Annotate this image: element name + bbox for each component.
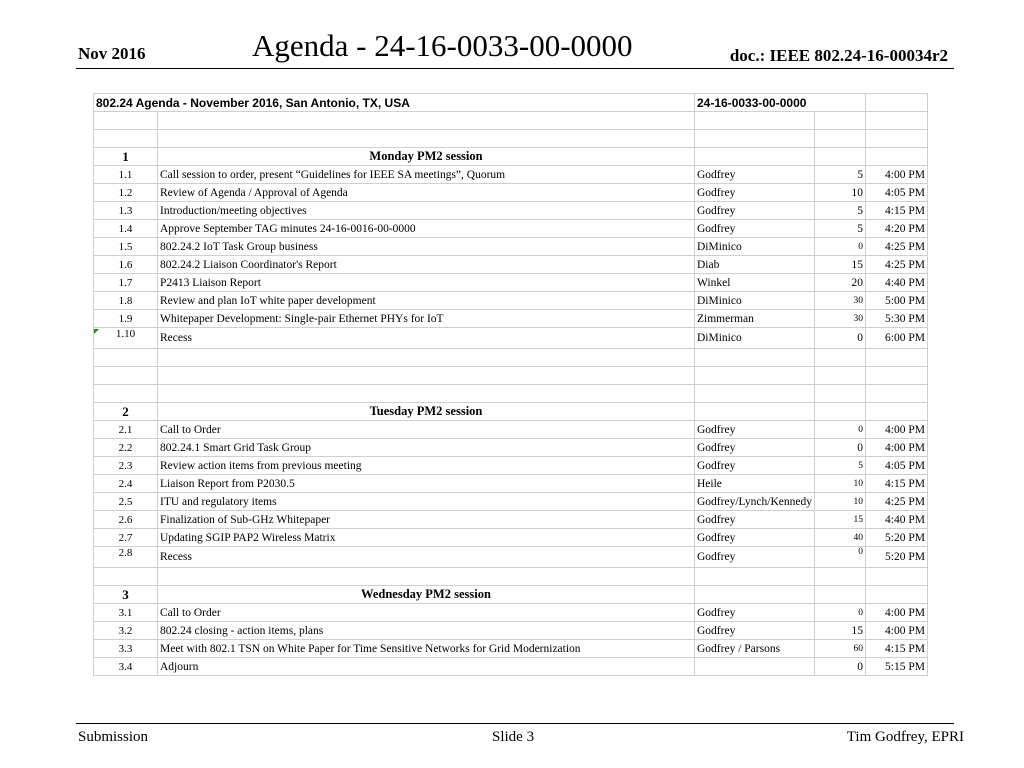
empty-cell <box>814 112 865 130</box>
agenda-item-row <box>94 604 928 622</box>
empty-cell <box>695 403 815 421</box>
item-start-time: 4:25 PM <box>865 256 927 274</box>
item-presenter: Godfrey / Parsons <box>695 640 815 658</box>
agenda-item-row <box>94 256 928 274</box>
item-presenter: Godfrey <box>695 166 815 184</box>
item-start-time: 6:00 PM <box>865 328 927 349</box>
item-topic: Review action items from previous meeting <box>158 457 695 475</box>
item-presenter: Godfrey <box>695 421 815 439</box>
agenda-item-row <box>94 475 928 493</box>
item-topic: 802.24.2 Liaison Coordinator's Report <box>158 256 695 274</box>
item-duration: 0 <box>814 421 865 439</box>
item-start-time: 4:00 PM <box>865 421 927 439</box>
item-start-time: 4:05 PM <box>865 457 927 475</box>
empty-cell <box>865 367 927 385</box>
item-duration: 0 <box>814 604 865 622</box>
empty-cell <box>695 349 815 367</box>
item-number: 1.5 <box>94 238 158 256</box>
session-number: 1 <box>94 148 158 166</box>
item-topic: Meet with 802.1 TSN on White Paper for Time Sensitive Networks for Grid Modernization <box>158 640 695 658</box>
item-presenter: DiMinico <box>695 292 815 310</box>
empty-cell <box>695 112 815 130</box>
item-start-time: 4:00 PM <box>865 622 927 640</box>
empty-cell <box>865 403 927 421</box>
empty-cell <box>814 148 865 166</box>
item-number: 1.2 <box>94 184 158 202</box>
item-topic: 802.24 closing - action items, plans <box>158 622 695 640</box>
empty-cell <box>814 385 865 403</box>
empty-cell <box>865 568 927 586</box>
item-start-time: 4:25 PM <box>865 493 927 511</box>
item-topic: Finalization of Sub-GHz Whitepaper <box>158 511 695 529</box>
empty-cell <box>865 349 927 367</box>
item-duration: 60 <box>814 640 865 658</box>
agenda-item-row <box>94 658 928 676</box>
empty-cell <box>814 130 865 148</box>
empty-cell <box>695 130 815 148</box>
empty-cell <box>865 130 927 148</box>
item-topic: Call to Order <box>158 604 695 622</box>
item-duration: 0 <box>814 238 865 256</box>
agenda-item-row <box>94 547 928 568</box>
item-start-time: 4:40 PM <box>865 511 927 529</box>
empty-cell <box>695 568 815 586</box>
item-duration: 5 <box>814 202 865 220</box>
item-number: 2.6 <box>94 511 158 529</box>
item-number: 2.8 <box>94 547 158 568</box>
empty-cell <box>695 385 815 403</box>
empty-cell <box>695 586 815 604</box>
agenda-item-row <box>94 622 928 640</box>
session-header-row <box>94 148 928 166</box>
item-duration: 0 <box>814 439 865 457</box>
slide-title: Agenda - 24-16-0033-00-0000 <box>252 28 633 63</box>
agenda-item-row <box>94 202 928 220</box>
item-presenter: Godfrey <box>695 529 815 547</box>
item-topic: Updating SGIP PAP2 Wireless Matrix <box>158 529 695 547</box>
agenda-item-row <box>94 511 928 529</box>
item-presenter: Winkel <box>695 274 815 292</box>
spacer-row <box>94 367 928 385</box>
item-presenter: DiMinico <box>695 238 815 256</box>
agenda-item-row <box>94 421 928 439</box>
footer-author: Tim Godfrey, EPRI <box>846 729 964 745</box>
footer-submission: Submission <box>78 729 149 745</box>
empty-cell <box>814 367 865 385</box>
empty-cell <box>865 112 927 130</box>
agenda-heading-row <box>94 94 928 112</box>
item-start-time: 5:00 PM <box>865 292 927 310</box>
item-start-time: 5:15 PM <box>865 658 927 676</box>
empty-cell <box>158 367 695 385</box>
item-number: 1.10 <box>94 328 158 349</box>
item-duration: 10 <box>814 184 865 202</box>
session-name: Tuesday PM2 session <box>158 403 695 421</box>
header-divider <box>76 68 954 69</box>
item-presenter <box>695 658 815 676</box>
item-start-time: 4:15 PM <box>865 475 927 493</box>
item-start-time: 4:00 PM <box>865 439 927 457</box>
item-topic: Review and plan IoT white paper development <box>158 292 695 310</box>
spacer-row <box>94 385 928 403</box>
empty-cell <box>158 349 695 367</box>
empty-cell <box>158 385 695 403</box>
empty-cell <box>158 130 695 148</box>
empty-cell <box>94 112 158 130</box>
item-topic: Review of Agenda / Approval of Agenda <box>158 184 695 202</box>
item-presenter: Godfrey <box>695 457 815 475</box>
agenda-table-title: 802.24 Agenda - November 2016, San Antonio, TX, USA <box>94 94 695 112</box>
empty-cell <box>94 130 158 148</box>
item-duration: 10 <box>814 493 865 511</box>
spacer-row <box>94 568 928 586</box>
cell-note-marker <box>94 329 99 334</box>
agenda-item-row <box>94 238 928 256</box>
item-number: 2.4 <box>94 475 158 493</box>
item-start-time: 4:40 PM <box>865 274 927 292</box>
item-topic: Adjourn <box>158 658 695 676</box>
item-number: 2.3 <box>94 457 158 475</box>
session-header-row <box>94 403 928 421</box>
item-number: 2.2 <box>94 439 158 457</box>
agenda-item-row <box>94 310 928 328</box>
item-topic: P2413 Liaison Report <box>158 274 695 292</box>
empty-cell <box>158 112 695 130</box>
item-number: 3.2 <box>94 622 158 640</box>
empty-cell <box>814 403 865 421</box>
session-header-row <box>94 586 928 604</box>
item-number: 2.1 <box>94 421 158 439</box>
item-duration: 40 <box>814 529 865 547</box>
item-number: 1.7 <box>94 274 158 292</box>
item-start-time: 4:05 PM <box>865 184 927 202</box>
empty-cell <box>865 586 927 604</box>
spacer-row <box>94 349 928 367</box>
item-duration: 5 <box>814 166 865 184</box>
item-duration: 0 <box>814 547 865 568</box>
item-number: 1.9 <box>94 310 158 328</box>
empty-cell <box>695 367 815 385</box>
agenda-doc-id: 24-16-0033-00-0000 <box>695 94 866 112</box>
item-start-time: 4:00 PM <box>865 166 927 184</box>
agenda-item-row <box>94 640 928 658</box>
empty-cell <box>94 367 158 385</box>
empty-cell <box>865 148 927 166</box>
agenda-item-row <box>94 292 928 310</box>
agenda-table <box>93 93 928 676</box>
item-duration: 20 <box>814 274 865 292</box>
empty-cell <box>94 349 158 367</box>
item-duration: 15 <box>814 256 865 274</box>
item-number: 3.1 <box>94 604 158 622</box>
item-duration: 0 <box>814 658 865 676</box>
item-number: 1.8 <box>94 292 158 310</box>
empty-cell <box>814 349 865 367</box>
item-number: 1.6 <box>94 256 158 274</box>
session-name: Monday PM2 session <box>158 148 695 166</box>
item-number: 2.5 <box>94 493 158 511</box>
item-presenter: Godfrey <box>695 184 815 202</box>
agenda-item-row <box>94 439 928 457</box>
item-number: 3.3 <box>94 640 158 658</box>
item-duration: 10 <box>814 475 865 493</box>
item-number: 2.7 <box>94 529 158 547</box>
agenda-item-row <box>94 493 928 511</box>
agenda-item-row <box>94 328 928 349</box>
item-topic: 802.24.1 Smart Grid Task Group <box>158 439 695 457</box>
item-start-time: 4:25 PM <box>865 238 927 256</box>
agenda-item-row <box>94 457 928 475</box>
agenda-item-row <box>94 274 928 292</box>
item-topic: Liaison Report from P2030.5 <box>158 475 695 493</box>
item-duration: 15 <box>814 622 865 640</box>
item-topic: 802.24.2 IoT Task Group business <box>158 238 695 256</box>
item-presenter: Godfrey/Lynch/Kennedy <box>695 493 815 511</box>
item-topic: Recess <box>158 547 695 568</box>
item-presenter: Godfrey <box>695 202 815 220</box>
item-topic: Approve September TAG minutes 24-16-0016-00-0000 <box>158 220 695 238</box>
item-start-time: 4:20 PM <box>865 220 927 238</box>
item-presenter: Godfrey <box>695 439 815 457</box>
empty-cell <box>94 568 158 586</box>
empty-cell <box>814 568 865 586</box>
item-presenter: Heile <box>695 475 815 493</box>
item-presenter: Godfrey <box>695 220 815 238</box>
item-start-time: 4:15 PM <box>865 640 927 658</box>
empty-cell <box>695 148 815 166</box>
agenda-item-row <box>94 166 928 184</box>
item-presenter: Godfrey <box>695 622 815 640</box>
item-number: 1.3 <box>94 202 158 220</box>
item-topic: Call to Order <box>158 421 695 439</box>
item-start-time: 5:30 PM <box>865 310 927 328</box>
item-number: 1.1 <box>94 166 158 184</box>
item-presenter: Godfrey <box>695 547 815 568</box>
item-duration: 15 <box>814 511 865 529</box>
item-start-time: 5:20 PM <box>865 529 927 547</box>
item-presenter: Godfrey <box>695 511 815 529</box>
item-topic: Recess <box>158 328 695 349</box>
item-topic: Call session to order, present “Guidelines for IEEE SA meetings”, Quorum <box>158 166 695 184</box>
empty-cell <box>94 385 158 403</box>
spacer-row <box>94 112 928 130</box>
agenda-item-row <box>94 529 928 547</box>
session-number: 3 <box>94 586 158 604</box>
footer-slide-number: Slide 3 <box>492 729 535 745</box>
agenda-item-row <box>94 220 928 238</box>
item-duration: 30 <box>814 310 865 328</box>
item-start-time: 4:15 PM <box>865 202 927 220</box>
spacer-row <box>94 130 928 148</box>
item-presenter: Zimmerman <box>695 310 815 328</box>
footer-divider <box>76 723 954 724</box>
item-number: 1.4 <box>94 220 158 238</box>
item-duration: 5 <box>814 220 865 238</box>
item-duration: 5 <box>814 457 865 475</box>
session-number: 2 <box>94 403 158 421</box>
item-start-time: 4:00 PM <box>865 604 927 622</box>
item-presenter: DiMinico <box>695 328 815 349</box>
item-topic: ITU and regulatory items <box>158 493 695 511</box>
item-duration: 0 <box>814 328 865 349</box>
item-start-time: 5:20 PM <box>865 547 927 568</box>
item-presenter: Godfrey <box>695 604 815 622</box>
item-duration: 30 <box>814 292 865 310</box>
item-number: 3.4 <box>94 658 158 676</box>
session-name: Wednesday PM2 session <box>158 586 695 604</box>
agenda-item-row <box>94 184 928 202</box>
empty-cell <box>814 586 865 604</box>
item-presenter: Diab <box>695 256 815 274</box>
item-topic: Introduction/meeting objectives <box>158 202 695 220</box>
header-date: Nov 2016 <box>78 44 146 63</box>
empty-cell <box>158 568 695 586</box>
document-number: doc.: IEEE 802.24-16-00034r2 <box>729 46 948 65</box>
item-topic: Whitepaper Development: Single-pair Ethernet PHYs for IoT <box>158 310 695 328</box>
empty-cell <box>865 385 927 403</box>
